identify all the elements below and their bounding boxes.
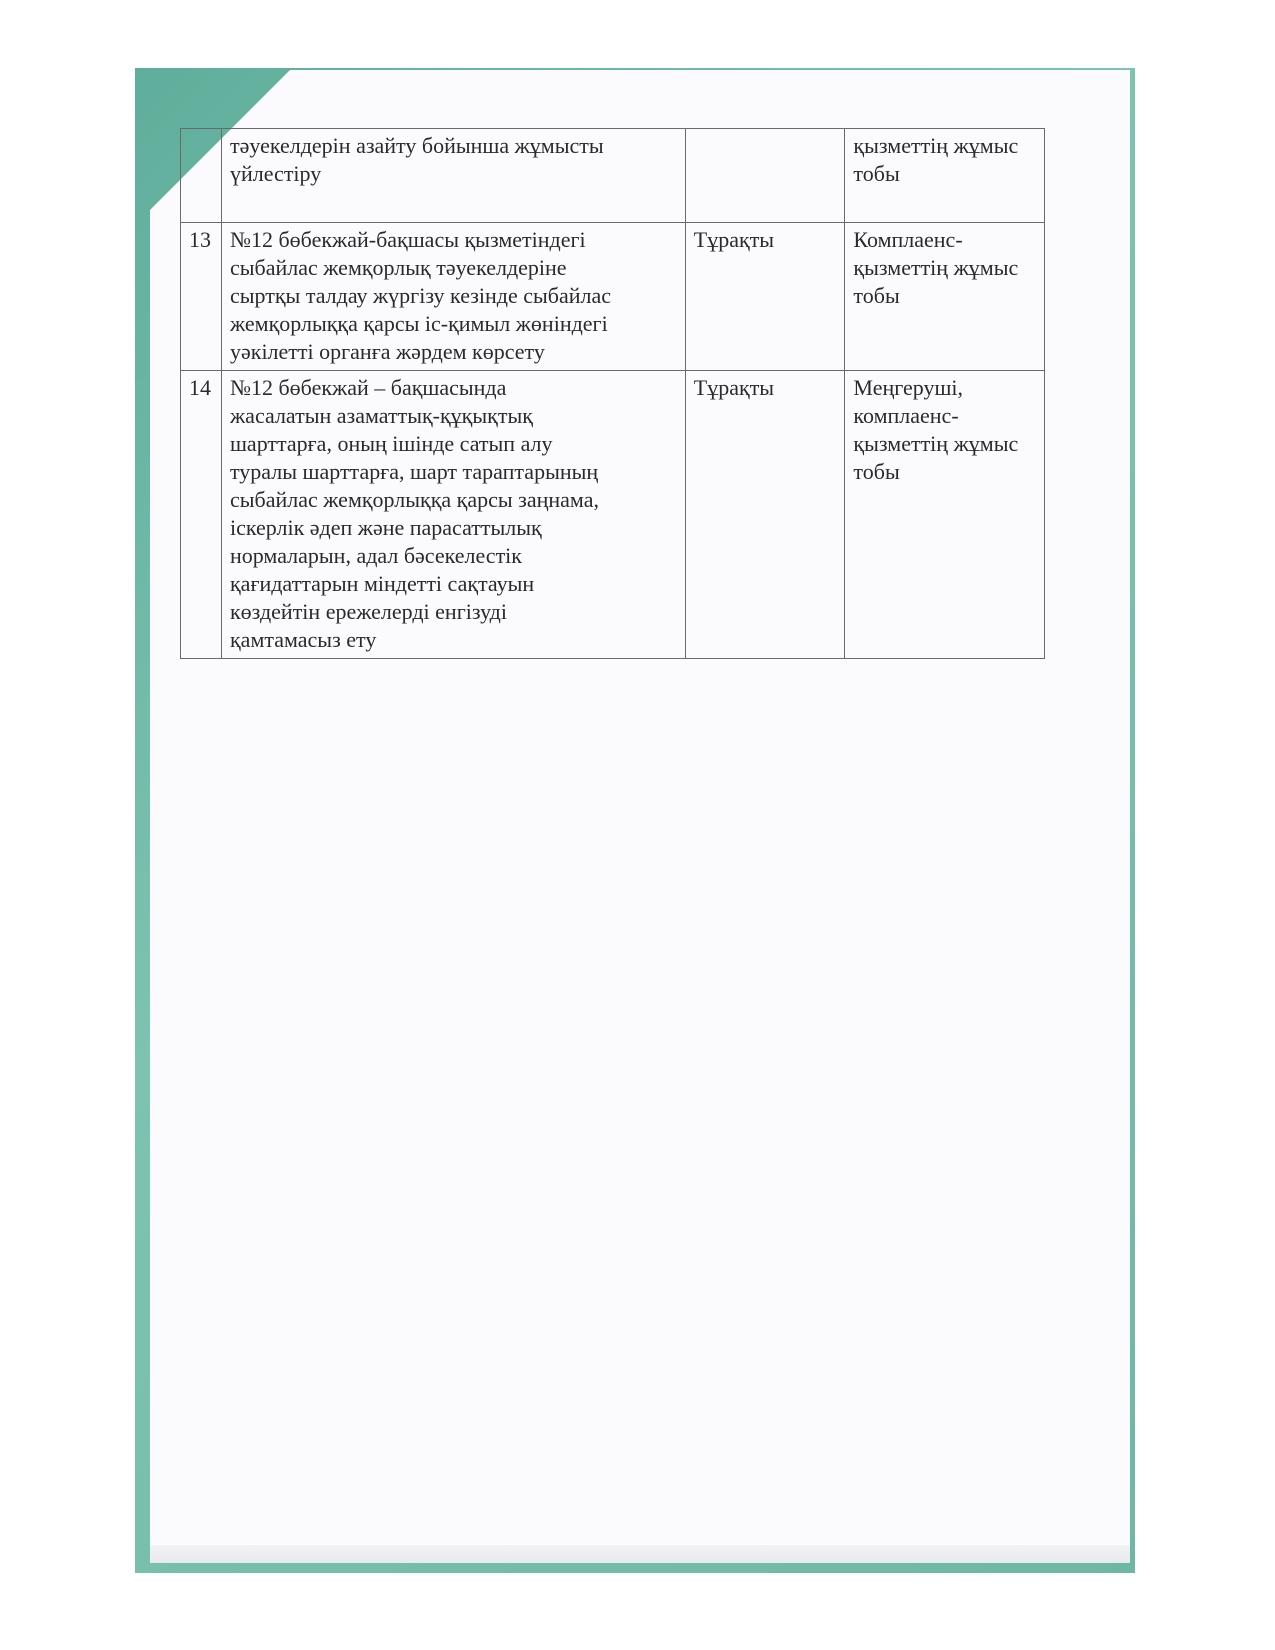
row-number-cell: 14 xyxy=(181,371,222,659)
row-number-cell xyxy=(181,129,222,223)
responsible-cell: қызметтің жұмыс тобы xyxy=(845,129,1045,223)
term-cell: Тұрақты xyxy=(685,371,845,659)
responsible-cell: Меңгеруші, комплаенс- қызметтің жұмыс тобы xyxy=(845,371,1045,659)
term-cell xyxy=(685,129,845,223)
table-row-13 xyxy=(181,223,1045,371)
task-cell: тәуекелдерін азайту бойынша жұмысты үйлестіру xyxy=(221,129,685,223)
table-row-14 xyxy=(181,371,1045,659)
action-plan-table xyxy=(180,128,1045,659)
page-stack-edge xyxy=(150,1545,1130,1563)
responsible-cell: Комплаенс- қызметтің жұмыс тобы xyxy=(845,223,1045,371)
row-number-cell: 13 xyxy=(181,223,222,371)
task-cell: №12 бөбекжай – бақшасында жасалатын азаматтық-құқықтық шарттарға, оның ішінде сатып алу туралы шарттарға, шарт тараптарының сыбайлас жемқорлыққа қарсы заңнама, іскерлік әдеп және парасаттылық нормаларын, адал бәсекелестік қағидаттарын міндетті сақтауын көздейтін ережелерді енгізуді қамтамасыз ету xyxy=(221,371,685,659)
task-cell: №12 бөбекжай-бақшасы қызметіндегі сыбайлас жемқорлық тәуекелдеріне сыртқы талдау жүргізу кезінде сыбайлас жемқорлыққа қарсы іс-қимыл жөніндегі уәкілетті органға жәрдем көрсету xyxy=(221,223,685,371)
term-cell: Тұрақты xyxy=(685,223,845,371)
table-row-continuation xyxy=(181,129,1045,223)
